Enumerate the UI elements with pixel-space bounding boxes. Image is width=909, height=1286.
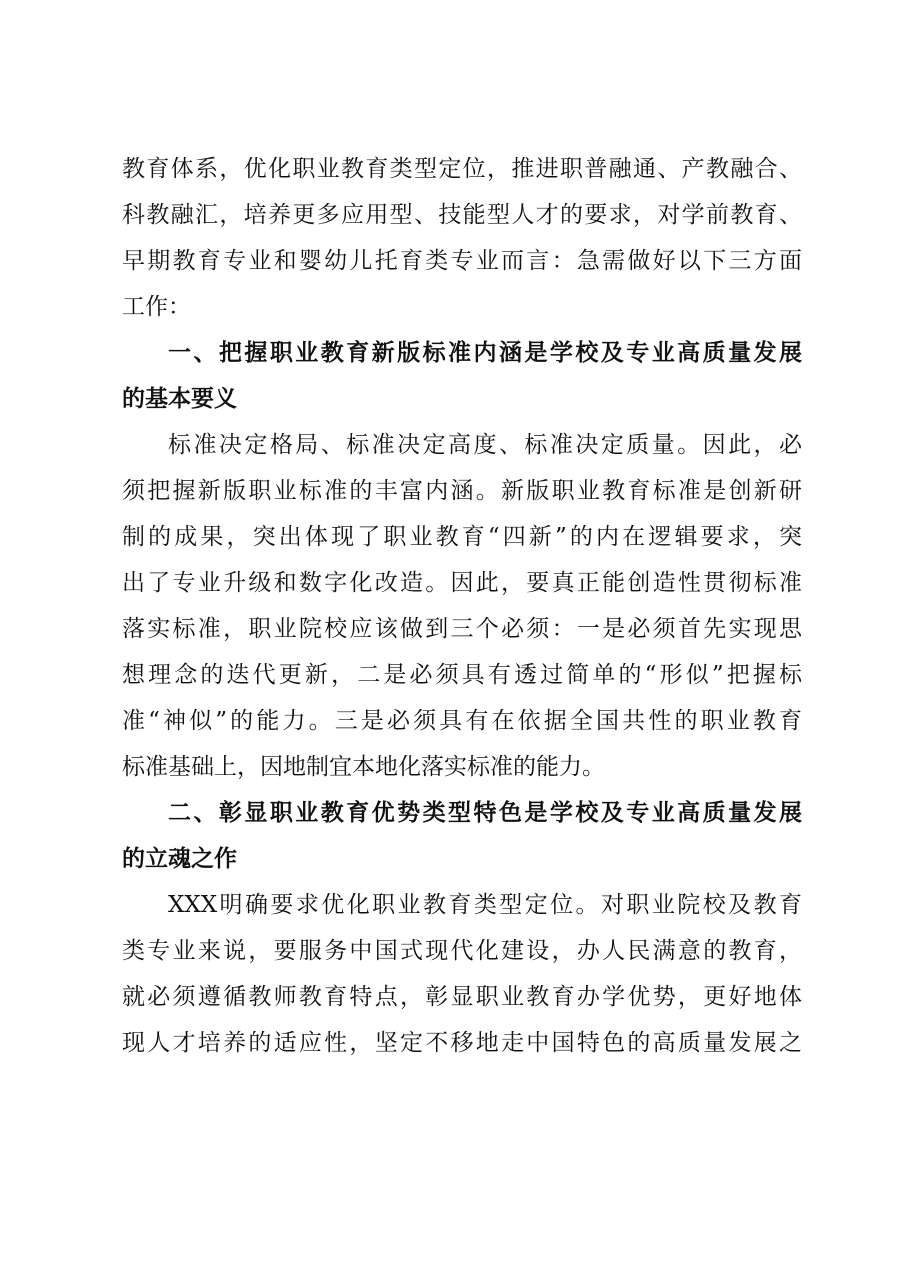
paragraph-line: XXX明确要求优化职业教育类型定位。对职业院校及教育: [168, 892, 802, 918]
section-heading-2-continuation: 的立魂之作: [122, 846, 237, 872]
paragraph-line: 落实标准，职业院校应该做到三个必须：一是必须首先实现思: [122, 616, 802, 642]
paragraph-line: 制的成果，突出体现了职业教育“四新”的内在逻辑要求，突: [122, 524, 802, 550]
paragraph-line: 教育体系，优化职业教育类型定位，推进职普融通、产教融合、: [122, 156, 802, 182]
section-heading-1-continuation: 的基本要义: [122, 386, 237, 412]
paragraph-line: 类专业来说，要服务中国式现代化建设，办人民满意的教育，: [122, 938, 802, 964]
paragraph-line: 就必须遵循教师教育特点，彰显职业教育办学优势，更好地体: [122, 984, 802, 1010]
paragraph-line: 准“神似”的能力。三是必须具有在依据全国共性的职业教育: [122, 708, 802, 734]
paragraph-line: 现人才培养的适应性，坚定不移地走中国特色的高质量发展之: [122, 1030, 802, 1056]
section-heading-2: 二、彰显职业教育优势类型特色是学校及专业高质量发展: [168, 800, 802, 826]
section-heading-1: 一、把握职业教育新版标准内涵是学校及专业高质量发展: [168, 340, 802, 366]
paragraph-line: 标准基础上，因地制宜本地化落实标准的能力。: [122, 754, 605, 780]
document-body: [122, 146, 802, 1066]
paragraph-line: 早期教育专业和婴幼儿托育类专业而言：急需做好以下三方面: [122, 248, 802, 274]
paragraph-line: 须把握新版职业标准的丰富内涵。新版职业教育标准是创新研: [122, 478, 802, 504]
paragraph-line: 工作：: [122, 294, 191, 320]
paragraph-line: 想理念的迭代更新，二是必须具有透过简单的“形似”把握标: [122, 662, 802, 688]
paragraph-line: 标准决定格局、标准决定高度、标准决定质量。因此，必: [168, 432, 802, 458]
paragraph-line: 出了专业升级和数字化改造。因此，要真正能创造性贯彻标准: [122, 570, 802, 596]
paragraph-line: 科教融汇，培养更多应用型、技能型人才的要求，对学前教育、: [122, 202, 802, 228]
